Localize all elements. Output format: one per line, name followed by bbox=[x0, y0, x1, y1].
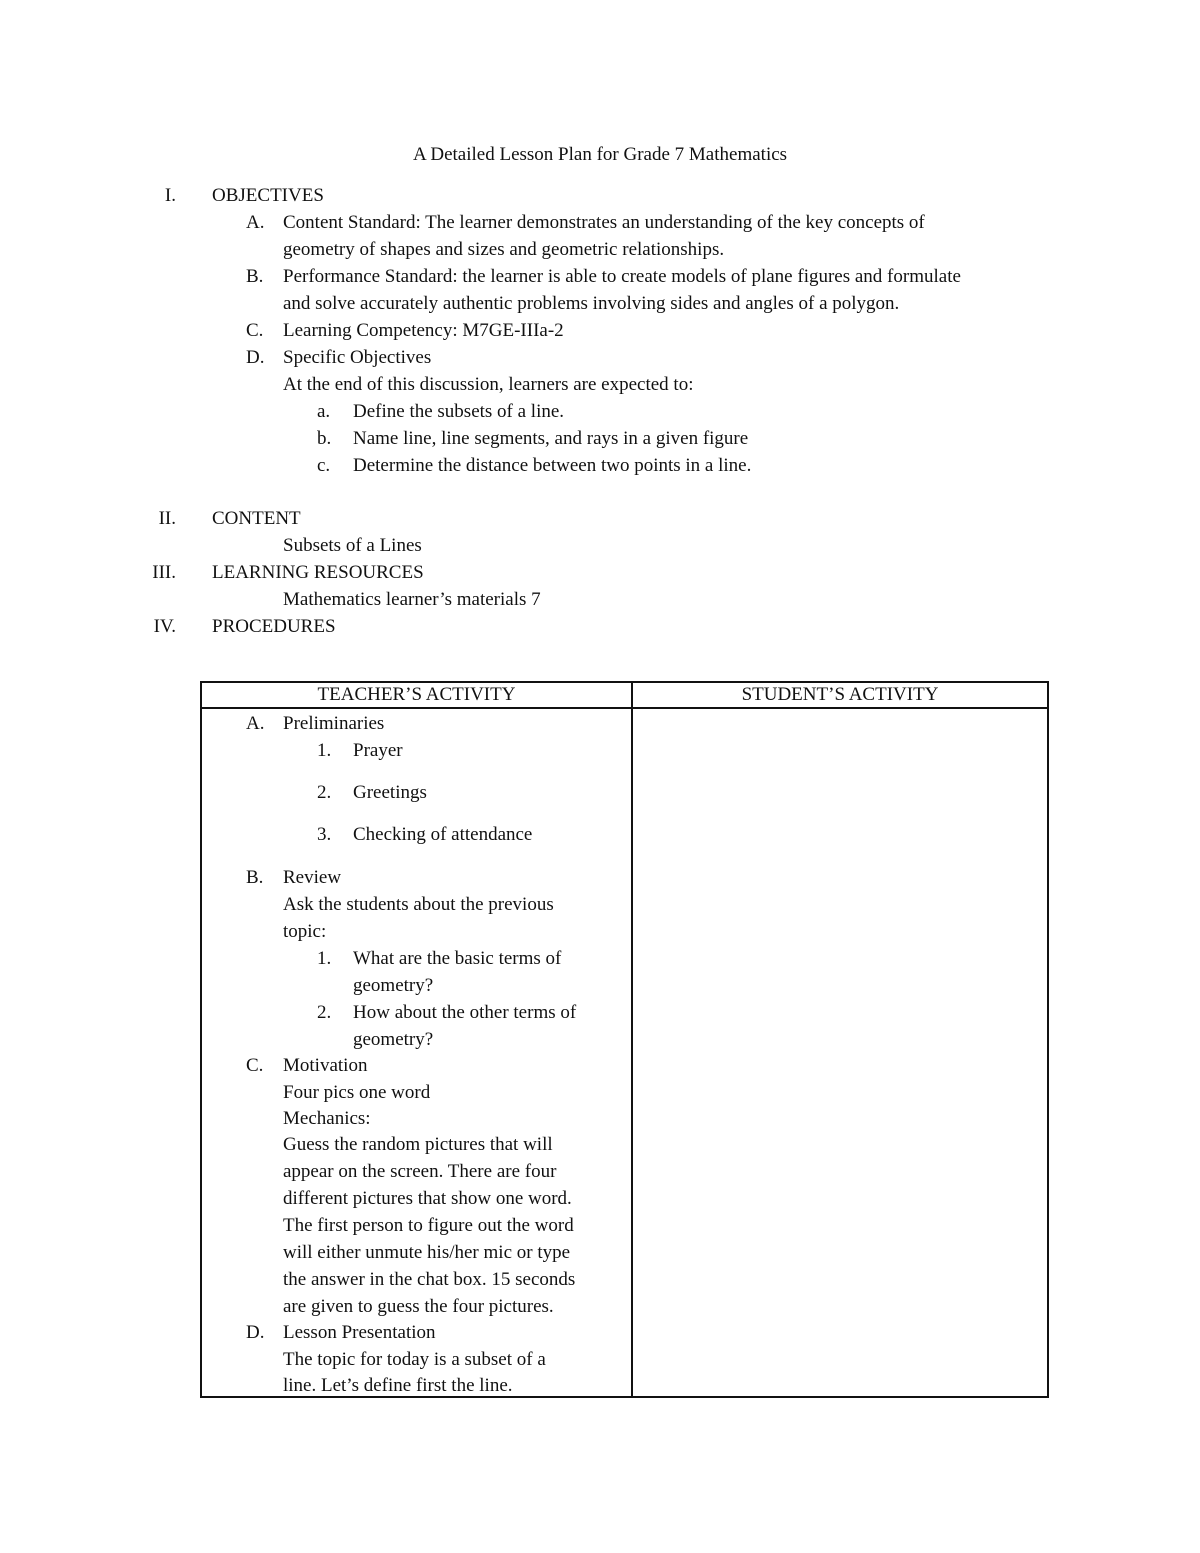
specific-objectives-intro: At the end of this discussion, learners are expected to: bbox=[283, 374, 694, 395]
section-heading-resources: LEARNING RESOURCES bbox=[212, 562, 424, 583]
review-question-2: How about the other terms of bbox=[353, 1002, 577, 1023]
attendance-item: Checking of attendance bbox=[353, 824, 533, 845]
objective-letter-c: C. bbox=[246, 320, 264, 341]
table-header-row bbox=[201, 682, 1048, 708]
motivation-line: Guess the random pictures that will bbox=[283, 1134, 553, 1155]
performance-standard-text: Performance Standard: the learner is able to create models of plane figures and formulate bbox=[283, 266, 961, 287]
specific-letter-a: a. bbox=[317, 401, 331, 422]
section-heading-objectives: OBJECTIVES bbox=[212, 185, 324, 206]
teacher-activity-cell bbox=[201, 708, 632, 1397]
motivation-line: Mechanics: bbox=[283, 1108, 371, 1129]
preliminaries-letter: A. bbox=[246, 713, 265, 734]
motivation-line: will either unmute his/her mic or type bbox=[283, 1242, 571, 1263]
review-question-1: What are the basic terms of bbox=[353, 948, 562, 969]
review-heading: Review bbox=[283, 867, 342, 888]
performance-standard-text-cont: and solve accurately authentic problems involving sides and angles of a polygon. bbox=[283, 293, 900, 314]
presentation-heading: Lesson Presentation bbox=[283, 1322, 436, 1343]
specific-objective-a: Define the subsets of a line. bbox=[353, 401, 565, 422]
motivation-line: are given to guess the four pictures. bbox=[283, 1296, 554, 1317]
presentation-line: line. Let’s define first the line. bbox=[283, 1375, 513, 1396]
objective-letter-d: D. bbox=[246, 347, 265, 368]
review-question-2-cont: geometry? bbox=[353, 1029, 434, 1050]
objective-letter-b: B. bbox=[246, 266, 264, 287]
preliminaries-num-3: 3. bbox=[317, 824, 332, 845]
student-activity-header: STUDENT’S ACTIVITY bbox=[632, 682, 1048, 708]
section-heading-procedures: PROCEDURES bbox=[212, 616, 336, 637]
specific-objective-b: Name line, line segments, and rays in a given figure bbox=[353, 428, 749, 449]
review-text: Ask the students about the previous bbox=[283, 894, 554, 915]
presentation-letter: D. bbox=[246, 1322, 265, 1343]
section-numeral-resources: III. bbox=[152, 562, 176, 583]
table-row bbox=[201, 708, 1048, 1397]
resources-text: Mathematics learner’s materials 7 bbox=[283, 589, 541, 610]
activities-table bbox=[200, 681, 1049, 1398]
content-topic: Subsets of a Lines bbox=[283, 535, 422, 556]
teacher-activity-header: TEACHER’S ACTIVITY bbox=[201, 682, 632, 708]
specific-objective-c: Determine the distance between two points in a line. bbox=[353, 455, 752, 476]
prayer-item: Prayer bbox=[353, 740, 403, 761]
motivation-line: Four pics one word bbox=[283, 1082, 431, 1103]
motivation-line: appear on the screen. There are four bbox=[283, 1161, 557, 1182]
content-standard-text: Content Standard: The learner demonstrates an understanding of the key concepts of bbox=[283, 212, 925, 233]
preliminaries-num-2: 2. bbox=[317, 782, 332, 803]
specific-letter-c: c. bbox=[317, 455, 331, 476]
review-num-2: 2. bbox=[317, 1002, 332, 1023]
specific-objectives-heading: Specific Objectives bbox=[283, 347, 432, 368]
review-letter: B. bbox=[246, 867, 264, 888]
motivation-heading: Motivation bbox=[283, 1055, 368, 1076]
section-numeral-objectives: I. bbox=[164, 185, 176, 206]
motivation-letter: C. bbox=[246, 1055, 264, 1076]
review-text-cont: topic: bbox=[283, 921, 327, 942]
motivation-line: different pictures that show one word. bbox=[283, 1188, 572, 1209]
content-standard-text-cont: geometry of shapes and sizes and geometric relationships. bbox=[283, 239, 725, 260]
document-title: A Detailed Lesson Plan for Grade 7 Mathematics bbox=[412, 144, 788, 165]
learning-competency-text: Learning Competency: M7GE-IIIa-2 bbox=[283, 320, 564, 341]
motivation-line: The first person to figure out the word bbox=[283, 1215, 574, 1236]
preliminaries-num-1: 1. bbox=[317, 740, 332, 761]
section-heading-content: CONTENT bbox=[212, 508, 301, 529]
greetings-item: Greetings bbox=[353, 782, 427, 803]
review-question-1-cont: geometry? bbox=[353, 975, 434, 996]
presentation-line: The topic for today is a subset of a bbox=[283, 1349, 546, 1370]
motivation-line: the answer in the chat box. 15 seconds bbox=[283, 1269, 576, 1290]
section-numeral-content: II. bbox=[158, 508, 176, 529]
student-activity-cell bbox=[632, 708, 1048, 1397]
review-num-1: 1. bbox=[317, 948, 332, 969]
specific-letter-b: b. bbox=[317, 428, 332, 449]
section-numeral-procedures: IV. bbox=[153, 616, 176, 637]
preliminaries-heading: Preliminaries bbox=[283, 713, 385, 734]
objective-letter-a: A. bbox=[246, 212, 265, 233]
